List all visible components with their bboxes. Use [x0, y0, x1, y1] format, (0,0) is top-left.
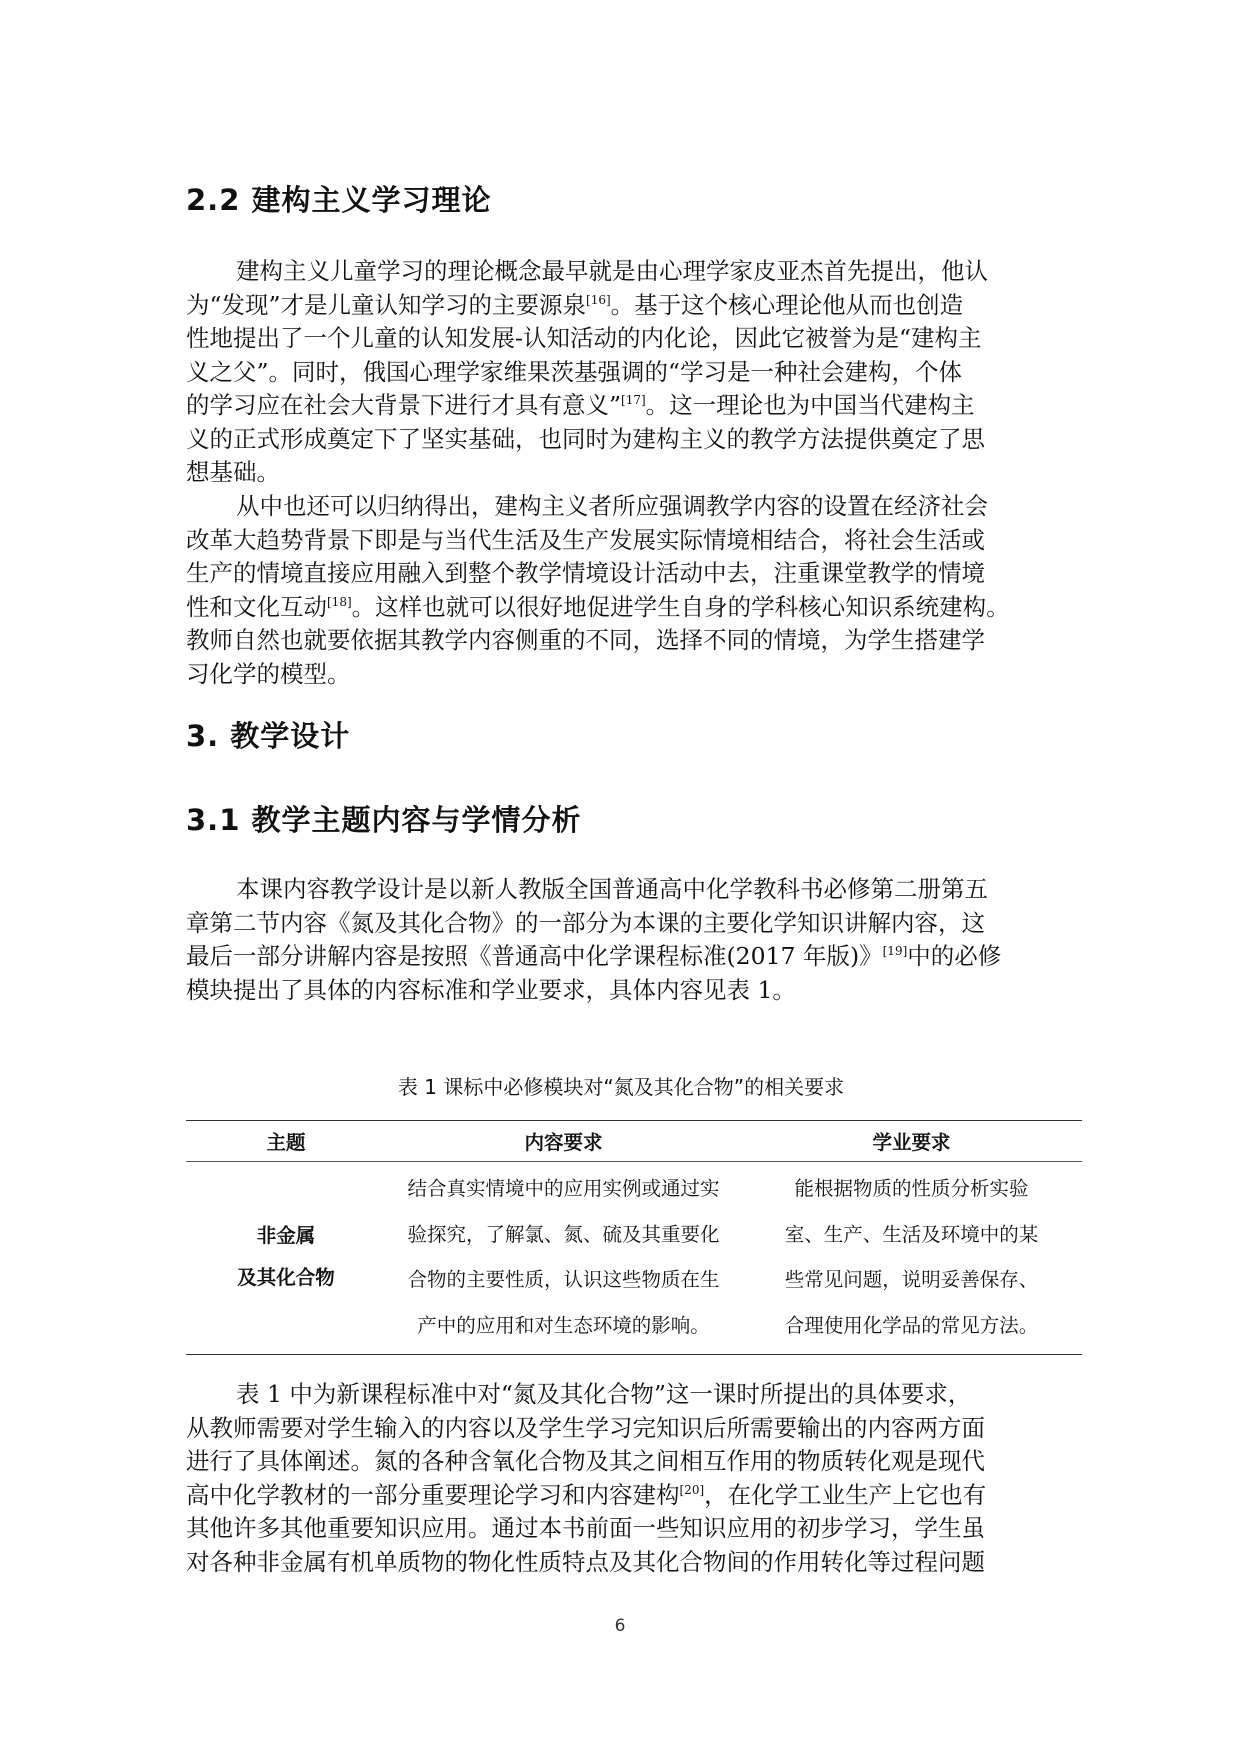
paragraph-line: 对各种非金属有机单质物的物化性质特点及其化合物间的作用转化等过程问题 [186, 1547, 985, 1576]
paragraph-line: 章第二节内容《氮及其化合物》的一部分为本课的主要化学知识讲解内容，这 [186, 908, 985, 937]
citation-marker: [19] [882, 944, 908, 958]
paragraph-line: 进行了具体阐述。氮的各种含氧化合物及其之间相互作用的物质转化观是现代 [186, 1447, 985, 1475]
table-header-row [186, 1121, 1082, 1162]
citation-marker: [17] [621, 393, 646, 407]
paragraph-line: 习化学的模型。 [186, 659, 351, 688]
cell-line: 非金属 [256, 1224, 316, 1247]
page-number: 6 [614, 1616, 626, 1636]
paragraph-line: 义之父”。同时，俄国心理学家维果茨基强调的“学习是一种社会建构，个体 [186, 357, 963, 386]
table-row [186, 1162, 1082, 1355]
paragraph-line: 的学习应在社会大背景下进行才具有意义”[17]。这一理论也为中国当代建构主 [186, 391, 975, 419]
cell-line: 室、生产、生活及环境中的某 [784, 1222, 1039, 1246]
cell-line: 及其化合物 [237, 1266, 335, 1289]
paragraph-line: 模块提出了具体的内容标准和学业要求，具体内容见表 1。 [186, 975, 796, 1004]
section-heading-3: 3. 教学设计 [186, 719, 351, 753]
paragraph-line: 为“发现”才是儿童认知学习的主要源泉[16]。基于这个核心理论他从而也创造 [186, 290, 964, 319]
cell-line: 能根据物质的性质分析实验 [794, 1177, 1029, 1200]
column-header-topic: 主题 [186, 1121, 386, 1162]
paragraph-line: 表 1 中为新课程标准中对“氮及其化合物”这一课时所提出的具体要求， [236, 1380, 972, 1408]
column-header-academic-requirements: 学业要求 [741, 1121, 1082, 1162]
paragraph-constructivism-origin [186, 255, 1056, 490]
paragraph-line: 性和文化互动[18]。这样也就可以很好地促进学生自身的学科核心知识系统建构。 [186, 592, 1010, 621]
paragraph-line: 义的正式形成奠定下了坚实基础，也同时为建构主义的教学方法提供奠定了思 [186, 424, 985, 453]
paragraph-line: 改革大趋势背景下即是与当代生活及生产发展实际情境相结合，将社会生活或 [186, 525, 985, 554]
cell-line: 验探究，了解氯、氮、硫及其重要化 [407, 1222, 720, 1246]
cell-line: 合物的主要性质，认识这些物质在生 [407, 1268, 720, 1291]
paragraph-line: 其他许多其他重要知识应用。通过本书前面一些知识应用的初步学习，学生虽 [186, 1514, 985, 1542]
paragraph-line: 本课内容教学设计是以新人教版全国普通高中化学教科书必修第二册第五 [236, 875, 988, 903]
paragraph-constructivism-context [186, 490, 1056, 691]
paragraph-line: 建构主义儿童学习的理论概念最早就是由心理学家皮亚杰首先提出，他认 [236, 257, 988, 285]
citation-marker: [16] [586, 292, 611, 307]
paragraph-line: 高中化学教材的一部分重要理论学习和内容建构[20]，在化学工业生产上它也有 [186, 1480, 987, 1509]
paragraph-line: 性地提出了一个儿童的认知发展-认知活动的内化论，因此它被誉为是“建构主 [186, 324, 982, 352]
cell-line: 产中的应用和对生态环境的影响。 [417, 1313, 710, 1337]
requirements-table [186, 1120, 1082, 1355]
cell-line: 些常见问题，说明妥善保存、 [784, 1268, 1039, 1291]
citation-marker: [18] [327, 594, 352, 609]
cell-line: 合理使用化学品的常见方法。 [784, 1313, 1039, 1337]
section-heading-3-1: 3.1 教学主题内容与学情分析 [186, 803, 582, 837]
paragraph-table-discussion [186, 1378, 1056, 1579]
paragraph-lesson-content [186, 873, 1056, 1007]
paragraph-line: 教师自然也就要依据其教学内容侧重的不同，选择不同的情境，为学生搭建学 [186, 626, 985, 654]
paragraph-line: 从教师需要对学生输入的内容以及学生学习完知识后所需要输出的内容两方面 [186, 1413, 985, 1442]
cell-content-requirements [386, 1162, 741, 1355]
paragraph-line: 想基础。 [186, 458, 280, 486]
paragraph-line: 生产的情境直接应用融入到整个教学情境设计活动中去，注重课堂教学的情境 [186, 559, 985, 587]
table-caption: 表 1 课标中必修模块对“氮及其化合物”的相关要求 [397, 1075, 845, 1099]
cell-academic-requirements [741, 1162, 1082, 1355]
column-header-content-requirements: 内容要求 [386, 1121, 741, 1162]
citation-marker: [20] [679, 1482, 705, 1497]
paragraph-line: 最后一部分讲解内容是按照《普通高中化学课程标准(2017 年版)》[19]中的必修 [186, 942, 1002, 970]
section-heading-2-2: 2.2 建构主义学习理论 [186, 183, 492, 217]
cell-topic [186, 1162, 386, 1355]
paragraph-line: 从中也还可以归纳得出，建构主义者所应强调教学内容的设置在经济社会 [236, 492, 988, 520]
cell-line: 结合真实情境中的应用实例或通过实 [407, 1177, 720, 1200]
